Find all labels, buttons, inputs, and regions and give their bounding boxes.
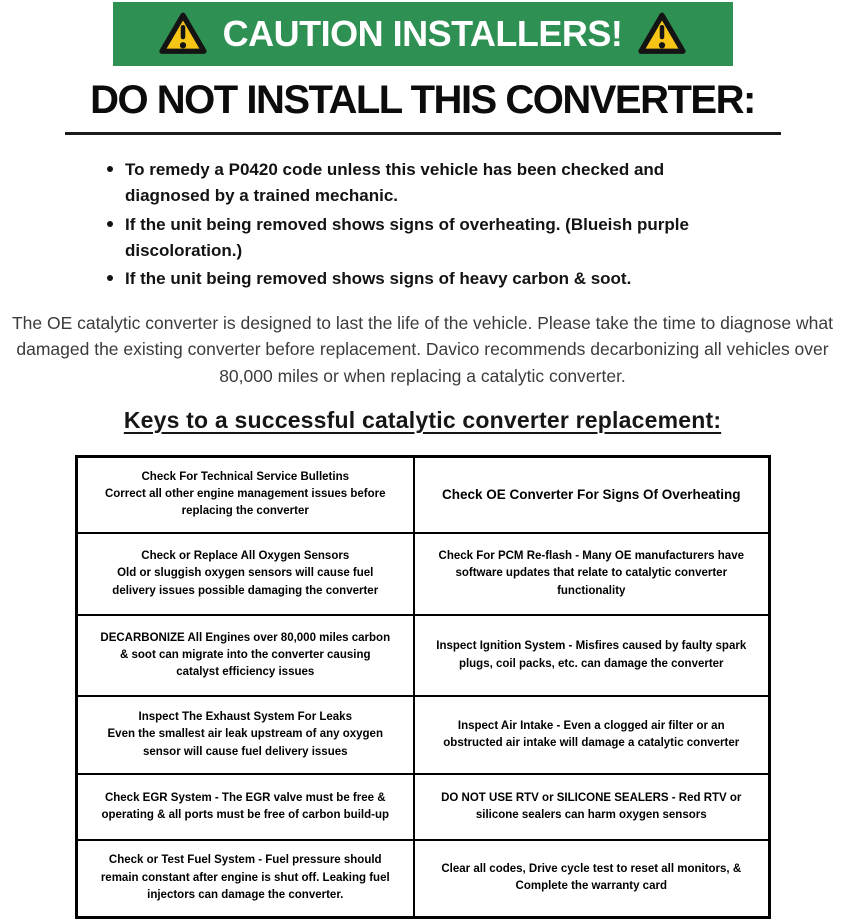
tip-title: Inspect The Exhaust System For Leaks xyxy=(138,711,352,724)
tip-cell xyxy=(414,696,769,774)
bullet-dot-icon xyxy=(107,166,113,172)
warning-item xyxy=(105,212,745,265)
tip-cell xyxy=(414,533,769,615)
tip-cell xyxy=(414,840,769,917)
keys-heading: Keys to a successful catalytic converter replacement: xyxy=(123,406,722,433)
tip-title: Check For Technical Service Bulletins xyxy=(141,470,349,483)
warning-item-text: If the unit being removed shows signs of heavy carbon & soot. xyxy=(125,269,632,289)
table-row xyxy=(76,615,769,696)
tip-body: Clear all codes, Drive cycle test to reset all monitors, & Complete the warranty card xyxy=(441,863,742,893)
warning-item xyxy=(105,266,745,292)
tip-body: Inspect Ignition System - Misfires caused by faulty spark plugs, coil packs, etc. can damage the converter xyxy=(436,640,747,670)
tip-title: Check or Replace All Oxygen Sensors xyxy=(141,550,350,563)
tip-cell xyxy=(76,840,414,917)
intro-paragraph: The OE catalytic converter is designed to last the life of the vehicle. Please take the time to diagnose what damaged the existing converter before replacement. Davico recommends decarbonizing all vehicles over 80,000 miles or when replacing a catalytic converter. xyxy=(11,312,833,386)
bullet-dot-icon xyxy=(107,275,113,281)
divider-line xyxy=(65,132,781,135)
tip-body: Check EGR System - The EGR valve must be free & operating & all ports must be free of carbon build-up xyxy=(101,791,390,821)
warning-triangle-icon xyxy=(638,12,686,56)
tip-cell xyxy=(76,774,414,840)
caution-flyer xyxy=(0,2,845,921)
caution-banner xyxy=(113,2,733,66)
warning-list xyxy=(105,157,745,293)
tip-body: DECARBONIZE All Engines over 80,000 miles carbon & soot can migrate into the converter causing catalyst efficiency issues xyxy=(100,631,391,679)
table-row xyxy=(76,840,769,917)
tip-cell xyxy=(414,456,769,533)
tip-body: Even the smallest air leak upstream of any oxygen sensor will cause fuel delivery issues xyxy=(107,728,383,758)
tip-cell xyxy=(414,774,769,840)
tip-body: Correct all other engine management issues before replacing the converter xyxy=(104,488,386,518)
table-row xyxy=(76,533,769,615)
page-title: DO NOT INSTALL THIS CONVERTER: xyxy=(90,78,755,122)
tip-body: Check For PCM Re-flash - Many OE manufacturers have software updates that relate to catalytic converter functionality xyxy=(438,550,744,597)
tip-body: Old or sluggish oxygen sensors will cause fuel delivery issues possible damaging the converter xyxy=(112,567,379,597)
tip-cell xyxy=(76,456,414,533)
table-row xyxy=(76,456,769,533)
tip-cell xyxy=(76,615,414,696)
tip-cell xyxy=(76,696,414,774)
tip-cell xyxy=(414,615,769,696)
warning-item-text: To remedy a P0420 code unless this vehicle has been checked and diagnosed by a trained mechanic. xyxy=(125,160,665,206)
tip-body: DO NOT USE RTV or SILICONE SEALERS - Red RTV or silicone sealers can harm oxygen sensors xyxy=(441,791,742,821)
banner-title: CAUTION INSTALLERS! xyxy=(222,13,623,54)
table-row xyxy=(76,774,769,840)
tip-body: Check OE Converter For Signs Of Overheating xyxy=(441,486,741,502)
tip-body: Check or Test Fuel System - Fuel pressure should remain constant after engine is shut off. Leaking fuel injectors can damage the converter. xyxy=(100,854,390,901)
tip-body: Inspect Air Intake - Even a clogged air filter or an obstructed air intake will damage a catalytic converter xyxy=(443,719,740,749)
warning-item-text: If the unit being removed shows signs of overheating. (Blueish purple discoloration.) xyxy=(125,214,689,261)
tips-table xyxy=(75,455,771,919)
bullet-dot-icon xyxy=(107,221,113,227)
table-row xyxy=(76,696,769,774)
warning-item xyxy=(105,157,745,210)
tip-cell xyxy=(76,533,414,615)
warning-triangle-icon xyxy=(159,12,207,56)
